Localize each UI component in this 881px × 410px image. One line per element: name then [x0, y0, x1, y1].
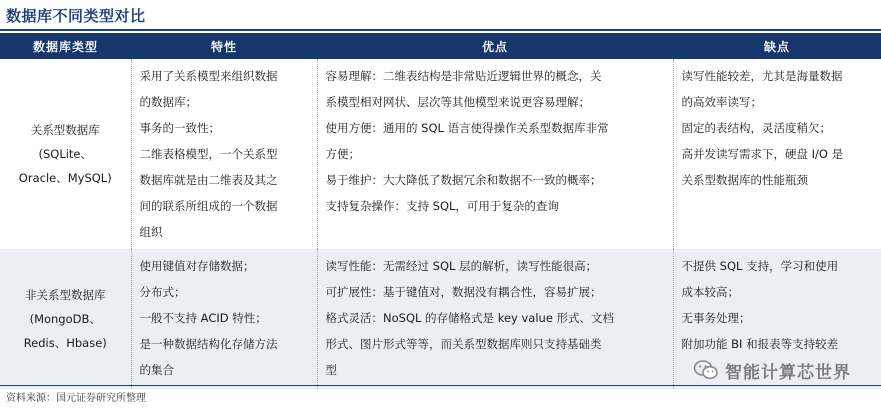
pros-line: 易于维护：大大降低了数据冗余和数据不一致的概率； [325, 173, 602, 187]
cell-type [0, 59, 131, 249]
bottom-divider [0, 385, 881, 386]
cons-line: 不提供 SQL 支持，学习和使用 [681, 259, 839, 273]
watermark [693, 358, 851, 382]
type-line: 关系型数据库 [30, 123, 100, 137]
cons-line: 的高效率读写； [681, 95, 762, 109]
watermark-text: 智能计算芯世界 [725, 362, 851, 383]
page-title: 数据库不同类型对比 [6, 7, 146, 25]
type-line: Redis、Hbase) [23, 336, 107, 350]
cons-line: 读写性能较差，尤其是海量数据 [681, 69, 843, 83]
pros-line: 系模型相对网状、层次等其他模型来说更容易理解； [325, 95, 590, 109]
pros-line: 支持复杂操作：支持 SQL，可用于复杂的查询 [325, 199, 559, 213]
pros-line: 方便； [325, 147, 360, 161]
pros-line: 型 [325, 363, 337, 377]
cell-features [131, 59, 317, 249]
cell-pros [317, 249, 673, 389]
cons-line: 高并发读写需求下，硬盘 I/O 是 [681, 147, 844, 161]
cons-line: 附加功能 BI 和报表等支持较差 [681, 337, 839, 351]
feature-line: 分布式； [139, 285, 186, 299]
feature-line: 使用键值对存储数据； [139, 259, 255, 273]
header-pros: 优点 [317, 33, 673, 59]
feature-line: 一般不支持 ACID 特性； [139, 311, 267, 325]
header-db-type: 数据库类型 [0, 33, 131, 59]
feature-line: 是一种数据结构化存储方法 [139, 337, 278, 351]
pros-line: 格式灵活：NoSQL 的存储格式是 key value 形式、文档 [325, 311, 615, 325]
header-features: 特性 [131, 33, 317, 59]
header-cons: 缺点 [673, 33, 881, 59]
table-row-relational [0, 59, 881, 249]
feature-line: 事务的一致性； [139, 121, 220, 135]
feature-line: 组织 [139, 225, 163, 239]
feature-line: 采用了关系模型来组织数据 [139, 69, 278, 83]
pros-line: 容易理解：二维表结构是非常贴近逻辑世界的概念，关 [325, 69, 602, 83]
cons-line: 固定的表结构，灵活度稍欠； [681, 121, 831, 135]
table-header-row [0, 33, 881, 59]
type-line: Oracle、MySQL) [18, 171, 112, 185]
feature-line: 数据库就是由二维表及其之 [139, 173, 278, 187]
pros-line: 读写性能：无需经过 SQL 层的解析，读写性能很高； [325, 259, 598, 273]
cell-cons [673, 59, 881, 249]
comparison-table [0, 33, 881, 389]
cons-line: 无事务处理； [681, 311, 751, 325]
type-line: 非关系型数据库 [25, 288, 106, 302]
wechat-icon [693, 359, 719, 381]
cell-pros [317, 59, 673, 249]
feature-line: 的集合 [139, 363, 174, 377]
cell-features [131, 249, 317, 389]
feature-line: 间的联系所组成的一个数据 [139, 199, 278, 213]
cons-line: 关系型数据库的性能瓶颈 [681, 173, 808, 187]
cons-line: 成本较高； [681, 285, 739, 299]
pros-line: 可扩展性：基于键值对，数据没有耦合性，容易扩展； [325, 285, 602, 299]
cell-type [0, 249, 131, 389]
type-line: (MongoDB、 [29, 312, 101, 326]
feature-line: 的数据库； [139, 95, 197, 109]
title-divider [0, 29, 881, 31]
feature-line: 二维表格模型，一个关系型 [139, 147, 278, 161]
pros-line: 使用方便：通用的 SQL 语言使得操作关系型数据库非常 [325, 121, 609, 135]
type-line: (SQLite、 [38, 147, 93, 161]
source-note: 资料来源：国元证券研究所整理 [6, 393, 146, 404]
pros-line: 形式、图片形式等等，而关系型数据库则只支持基础类 [325, 337, 602, 351]
